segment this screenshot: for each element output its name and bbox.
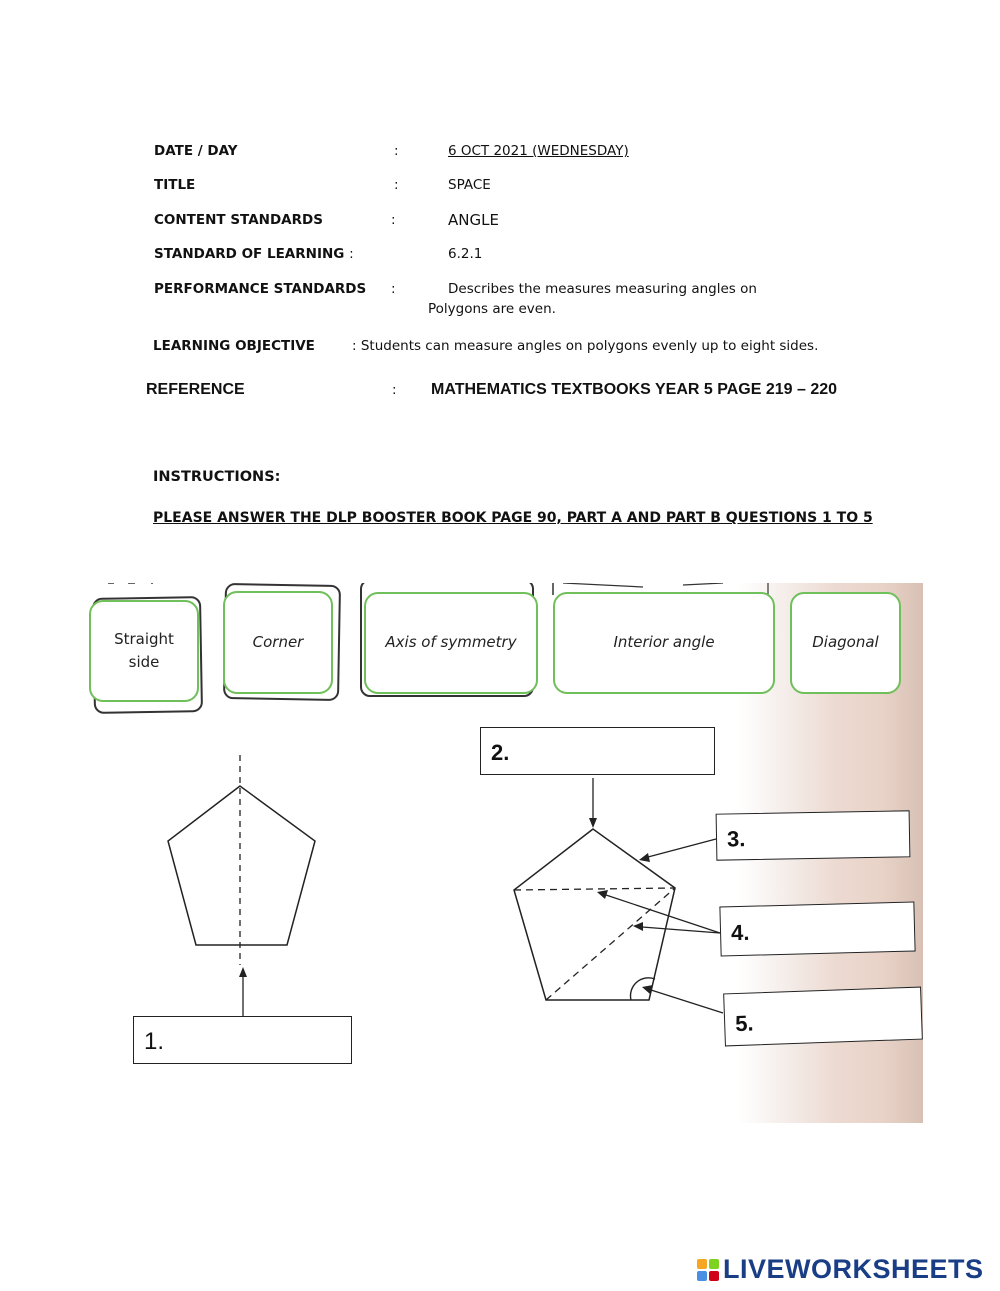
arrow-4a-head <box>597 890 608 899</box>
learning-objective-label: LEARNING OBJECTIVE <box>153 338 315 354</box>
performance-standards-value-line2: Polygons are even. <box>428 301 556 317</box>
reference-colon: : <box>392 382 397 398</box>
logo-icon <box>697 1259 719 1281</box>
right-pentagon <box>514 829 675 1000</box>
word-card-diagonal[interactable] <box>790 592 901 694</box>
word-card-text: Straight <box>114 629 174 648</box>
arrow-4b-head <box>633 922 643 931</box>
instructions-heading: INSTRUCTIONS: <box>153 469 281 485</box>
liveworksheets-logo <box>697 1254 984 1285</box>
reference-label: REFERENCE <box>146 381 245 398</box>
answer-box-2[interactable] <box>480 727 715 775</box>
word-card-text: Axis of symmetry <box>385 633 517 652</box>
word-card-corner[interactable] <box>223 591 333 694</box>
date-label: DATE / DAY <box>154 143 238 159</box>
answer-box-number: 1. <box>144 1028 165 1055</box>
content-standards-label: CONTENT STANDARDS <box>154 212 323 228</box>
arrow-3-line <box>648 839 716 857</box>
word-card-interior-angle[interactable] <box>553 592 775 694</box>
title-label: TITLE <box>154 177 196 193</box>
date-value: 6 OCT 2021 (WEDNESDAY) <box>448 143 629 159</box>
answer-box-number: 5. <box>734 1010 754 1037</box>
diagonal-dashed-1 <box>514 888 675 890</box>
answer-box-3[interactable] <box>716 810 911 860</box>
arrow-1-head <box>239 967 247 977</box>
left-pentagon <box>168 786 315 945</box>
arrow-2-head <box>589 818 597 828</box>
arrow-4b-line <box>642 927 720 933</box>
word-card-axis-of-symmetry[interactable] <box>364 592 538 694</box>
answer-box-number: 4. <box>730 919 750 946</box>
answer-box-5[interactable] <box>723 987 923 1047</box>
answer-box-1[interactable] <box>133 1016 352 1064</box>
content-standards-value: ANGLE <box>448 211 499 229</box>
arrow-4a-line <box>606 895 720 933</box>
word-card-text: Corner <box>252 632 304 651</box>
answer-box-number: 2. <box>491 740 510 765</box>
logo-text: LIVEWORKSHEETS <box>723 1254 984 1284</box>
diagonal-dashed-2 <box>546 888 675 1000</box>
answer-box-4[interactable] <box>719 901 915 956</box>
date-colon: : <box>394 143 399 159</box>
standard-of-learning-colon: : <box>349 246 354 262</box>
learning-objective-value: : Students can measure angles on polygons evenly up to eight sides. <box>352 338 819 354</box>
word-card-text: side <box>128 653 160 671</box>
word-card-text: Diagonal <box>812 633 879 652</box>
content-standards-colon: : <box>391 212 396 228</box>
performance-standards-value: Describes the measures measuring angles on <box>448 281 757 297</box>
standard-of-learning-value: 6.2.1 <box>448 246 483 262</box>
performance-standards-colon: : <box>391 281 396 297</box>
standard-of-learning-label: STANDARD OF LEARNING : <box>154 246 354 262</box>
word-card-text: Interior angle <box>613 633 715 652</box>
reference-value: MATHEMATICS TEXTBOOKS YEAR 5 PAGE 219 – 220 <box>431 381 838 398</box>
instructions-text: PLEASE ANSWER THE DLP BOOSTER BOOK PAGE 90, PART A AND PART B QUESTIONS 1 TO 5 <box>153 510 873 526</box>
performance-standards-label: PERFORMANCE STANDARDS <box>154 281 367 297</box>
arrow-3-head <box>639 853 650 862</box>
title-value: SPACE <box>448 177 491 193</box>
title-colon: : <box>394 177 399 193</box>
answer-box-number: 3. <box>726 826 746 852</box>
arrow-5-line <box>651 990 723 1013</box>
word-card-straight-side[interactable] <box>89 600 199 702</box>
